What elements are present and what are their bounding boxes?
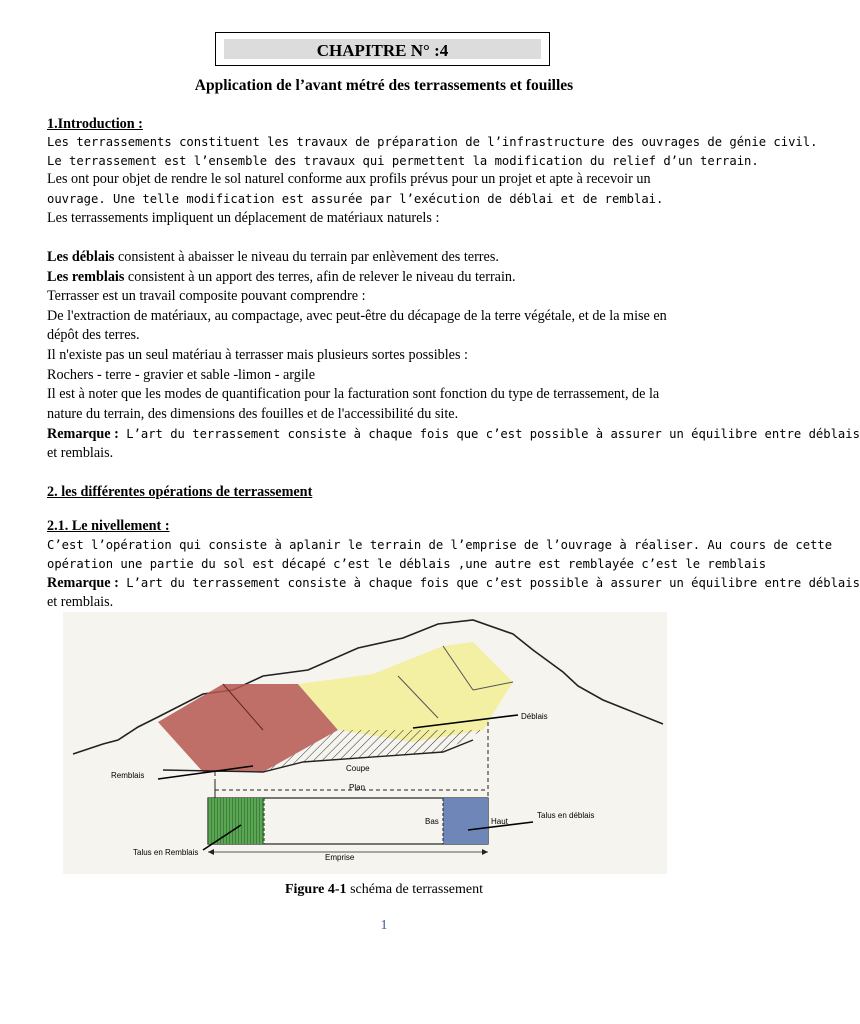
intro-line-8: Terrasser est un travail composite pouvant comprendre : (47, 288, 366, 304)
intro-line-2: Le terrassement est l’ensemble des travaux qui permettent la modification du relief d’un terrain. (47, 154, 759, 168)
intro-heading: 1.Introduction : (47, 116, 143, 132)
remblais-text: consistent à un apport des terres, afin de relever le niveau du terrain. (124, 269, 516, 285)
section2-heading: 2. les différentes opérations de terrassement (47, 484, 313, 500)
intro-line-9: De l'extraction de matériaux, au compactage, avec peut-être du décapage de la terre végétale, et de la mise en (47, 308, 667, 324)
intro-line-11: Il n'existe pas un seul matériau à terrasser mais plusieurs sortes possibles : (47, 347, 468, 363)
talus-deblais-strip (443, 798, 488, 844)
chapter-box (215, 32, 550, 66)
label-coupe: Coupe (346, 764, 370, 773)
remblais-term: Les remblais (47, 269, 125, 285)
page-number: 1 (380, 918, 388, 933)
intro-line-4: ouvrage. Une telle modification est assurée par l’exécution de déblai et de remblai. (47, 192, 664, 206)
deblais-text: consistent à abaisser le niveau du terrain par enlèvement des terres. (114, 249, 499, 265)
terrassement-diagram (63, 612, 667, 874)
intro-remarque (47, 425, 860, 444)
figure-caption (0, 882, 768, 898)
remarque-label-2: Remarque : (47, 575, 119, 591)
label-haut: Haut (491, 817, 508, 826)
intro-line-3: Les ont pour objet de rendre le sol naturel conforme aux profils prévus pour un projet et apte à recevoir un (47, 171, 651, 187)
chapter-title: CHAPITRE N° :4 (316, 41, 449, 60)
remblais-definition (47, 268, 516, 287)
intro-line-14: nature du terrain, des dimensions des fouilles et de l'accessibilité du site. (47, 406, 459, 422)
label-talus-deblais: Talus en déblais (537, 811, 595, 820)
section21-heading: 2.1. Le nivellement : (47, 518, 170, 534)
remarque-text-2: L’art du terrassement consiste à chaque fois que c’est possible à assurer un équilibre entre déblais (118, 576, 860, 590)
intro-line-10: dépôt des terres. (47, 327, 140, 343)
label-remblais: Remblais (111, 771, 145, 780)
figure-caption-text: schéma de terrassement (346, 882, 484, 897)
deblais-term: Les déblais (47, 249, 115, 265)
intro-line-1: Les terrassements constituent les travaux de préparation de l’infrastructure des ouvrages de génie civil. (47, 135, 818, 149)
intro-line-12: Rochers - terre - gravier et sable -limon - argile (47, 367, 316, 383)
deblais-definition (47, 248, 499, 267)
section21-remarque (47, 574, 860, 593)
intro-line-13: Il est à noter que les modes de quantification pour la facturation sont fonction du type de terrassement, de la (47, 386, 660, 402)
intro-remarque-end: et remblais. (47, 445, 114, 461)
section21-line-2: opération une partie du sol est décapé c’est le déblais ,une autre est remblayée c’est le remblais (47, 557, 767, 571)
label-talus-remblais: Talus en Remblais (133, 848, 199, 857)
intro-line-5: Les terrassements impliquent un déplacement de matériaux naturels : (47, 210, 440, 226)
label-bas: Bas (425, 817, 439, 826)
label-plan: Plan (349, 783, 366, 792)
label-emprise: Emprise (325, 853, 355, 862)
figure-caption-label: Figure 4-1 (284, 882, 347, 897)
remarque-label: Remarque : (47, 426, 119, 442)
section21-remarque-end: et remblais. (47, 594, 114, 610)
section21-line-1: C’est l’opération qui consiste à aplanir le terrain de l’emprise de l’ouvrage à réaliser. Au cours de cette (47, 538, 833, 552)
label-deblais: Déblais (521, 712, 548, 721)
document-title: Application de l’avant métré des terrassements et fouilles (194, 77, 574, 94)
remarque-text: L’art du terrassement consiste à chaque fois que c’est possible à assurer un équilibre entre déblais (118, 427, 860, 441)
